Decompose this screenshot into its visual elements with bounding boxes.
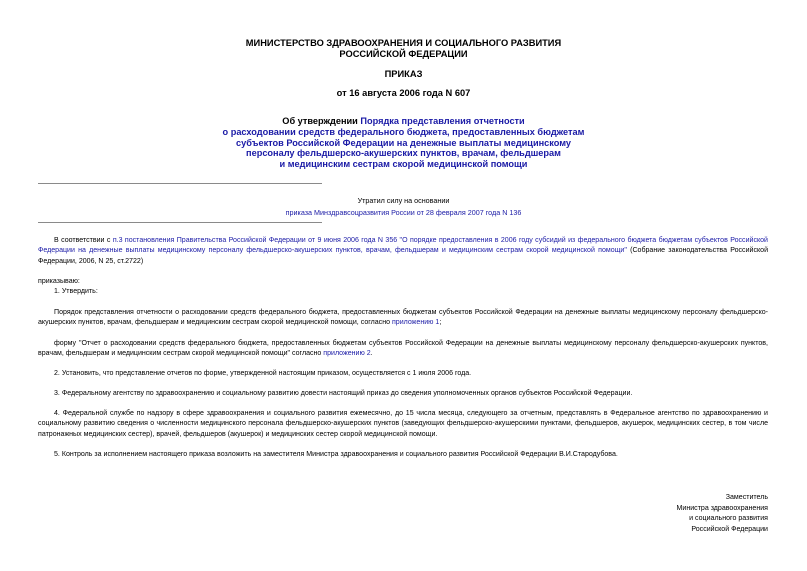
- procedure-text: Порядок представления отчетности о расходовании средств федерального бюджета, предоставленных бюджетам субъектов Российской Федерации на денежные выплаты медицинскому персоналу фельдшерско-акушерских пунктов, врачам, фельдшерам и медицинским сестрам скорой медицинской помощи, согласно: [38, 309, 768, 327]
- signature-line-3: и социального развития: [689, 515, 768, 522]
- form-text-end: .: [370, 350, 373, 358]
- appendix-2-link[interactable]: приложению 2: [323, 350, 371, 358]
- paragraph-procedure: [38, 308, 768, 329]
- preamble-text-start: В соответствии с: [54, 237, 113, 244]
- title-link[interactable]: Порядка представления отчетности: [360, 116, 525, 126]
- appendix-1-link[interactable]: приложению 1: [391, 319, 440, 327]
- ministry-line-2: РОССИЙСКОЙ ФЕДЕРАЦИИ: [339, 49, 468, 59]
- preamble-text-end: (Собрание законодательства Российской Федерации, 2006, N 25, ст.2722): [38, 247, 768, 265]
- doc-date-number: от 16 августа 2006 года N 607: [336, 88, 471, 98]
- paragraph-item-3: 3. Федеральному агентству по здравоохранению и социальному развитию довести настоящий приказ до сведения уполномоченных органов субъектов Российской Федерации.: [54, 390, 633, 397]
- signature-line-4: Российской Федерации: [691, 525, 768, 533]
- ministry-header: [0, 38, 807, 60]
- document-title: [150, 116, 657, 170]
- divider-top: [38, 183, 322, 184]
- ministry-line-1: МИНИСТЕРСТВО ЗДРАВООХРАНЕНИЯ И СОЦИАЛЬНОГО РАЗВИТИЯ: [245, 38, 562, 48]
- preamble-resolution-link[interactable]: п.3 постановления Правительства Российской Федерации от 9 июня 2006 года N 356 "О порядке предоставления в 2006 году субсидий из федерального бюджета бюджетам субъектов Российской Федерации на денежные выплаты медицинскому персоналу фельдшерско-акушерских пунктов, врачам, фельдшерам и медицинским сестрам скорой медицинской помощи": [38, 237, 768, 255]
- doc-type: ПРИКАЗ: [384, 69, 423, 79]
- paragraph-order-word: приказываю:: [38, 278, 80, 285]
- form-text: форму "Отчет о расходовании средств федерального бюджета, предоставленных бюджетам субъектов Российской Федерации на денежные выплаты медицинскому персоналу фельдшерско-акушерских пунктов, врачам, фельдшерам и медицинским сестрам скорой медицинской помощи" согласно: [38, 340, 768, 358]
- paragraph-preamble: [38, 236, 768, 267]
- divider-bottom: [38, 222, 322, 223]
- paragraph-item-4: 4. Федеральной службе по надзору в сфере здравоохранения и социального развития ежемесячно, до 15 числа месяца, следующего за отчетным, представлять в Федеральное агентство по здравоохранению и социальному развитию сведения о численности медицинского персонала фельдшерско-акушерских пунктов (заведующих фельдшерско-акушерскими пунктами, фельдшеров, акушерок, медицинских сестер, в том числе патронажных медицинских сестер), врачей, фельдшеров (акушерок) и медицинских сестер скорой медицинской помощи.: [38, 410, 768, 438]
- title-line-4[interactable]: персоналу фельдшерско-акушерских пунктов, врачам, фельдшерам: [246, 148, 561, 159]
- paragraph-form: [38, 339, 768, 360]
- repeal-note: Утратил силу на основании: [357, 196, 450, 205]
- title-prefix: Об утверждении: [282, 116, 361, 126]
- title-line-2[interactable]: о расходовании средств федерального бюджета, предоставленных бюджетам: [222, 126, 585, 137]
- title-line-3[interactable]: субъектов Российской Федерации на денежные выплаты медицинскому: [235, 137, 572, 148]
- title-line-5[interactable]: и медицинским сестрам скорой медицинской помощи: [279, 159, 528, 170]
- paragraph-item-5: 5. Контроль за исполнением настоящего приказа возложить на заместителя Министра здравоохранения и социального развития Российской Федерации В.И.Стародубова.: [54, 451, 618, 458]
- signature-line-2: Министра здравоохранения: [676, 504, 768, 512]
- signature-line-1: Заместитель: [725, 494, 768, 501]
- paragraph-item-1: 1. Утвердить:: [54, 288, 98, 295]
- repeal-link[interactable]: приказа Минздравсоцразвития России от 28 февраля 2007 года N 136: [285, 208, 522, 217]
- paragraph-item-2: 2. Установить, что представление отчетов по форме, утвержденной настоящим приказом, осуществляется с 1 июля 2006 года.: [54, 370, 472, 377]
- signature-block: [560, 493, 768, 535]
- procedure-text-end: ;: [439, 319, 442, 327]
